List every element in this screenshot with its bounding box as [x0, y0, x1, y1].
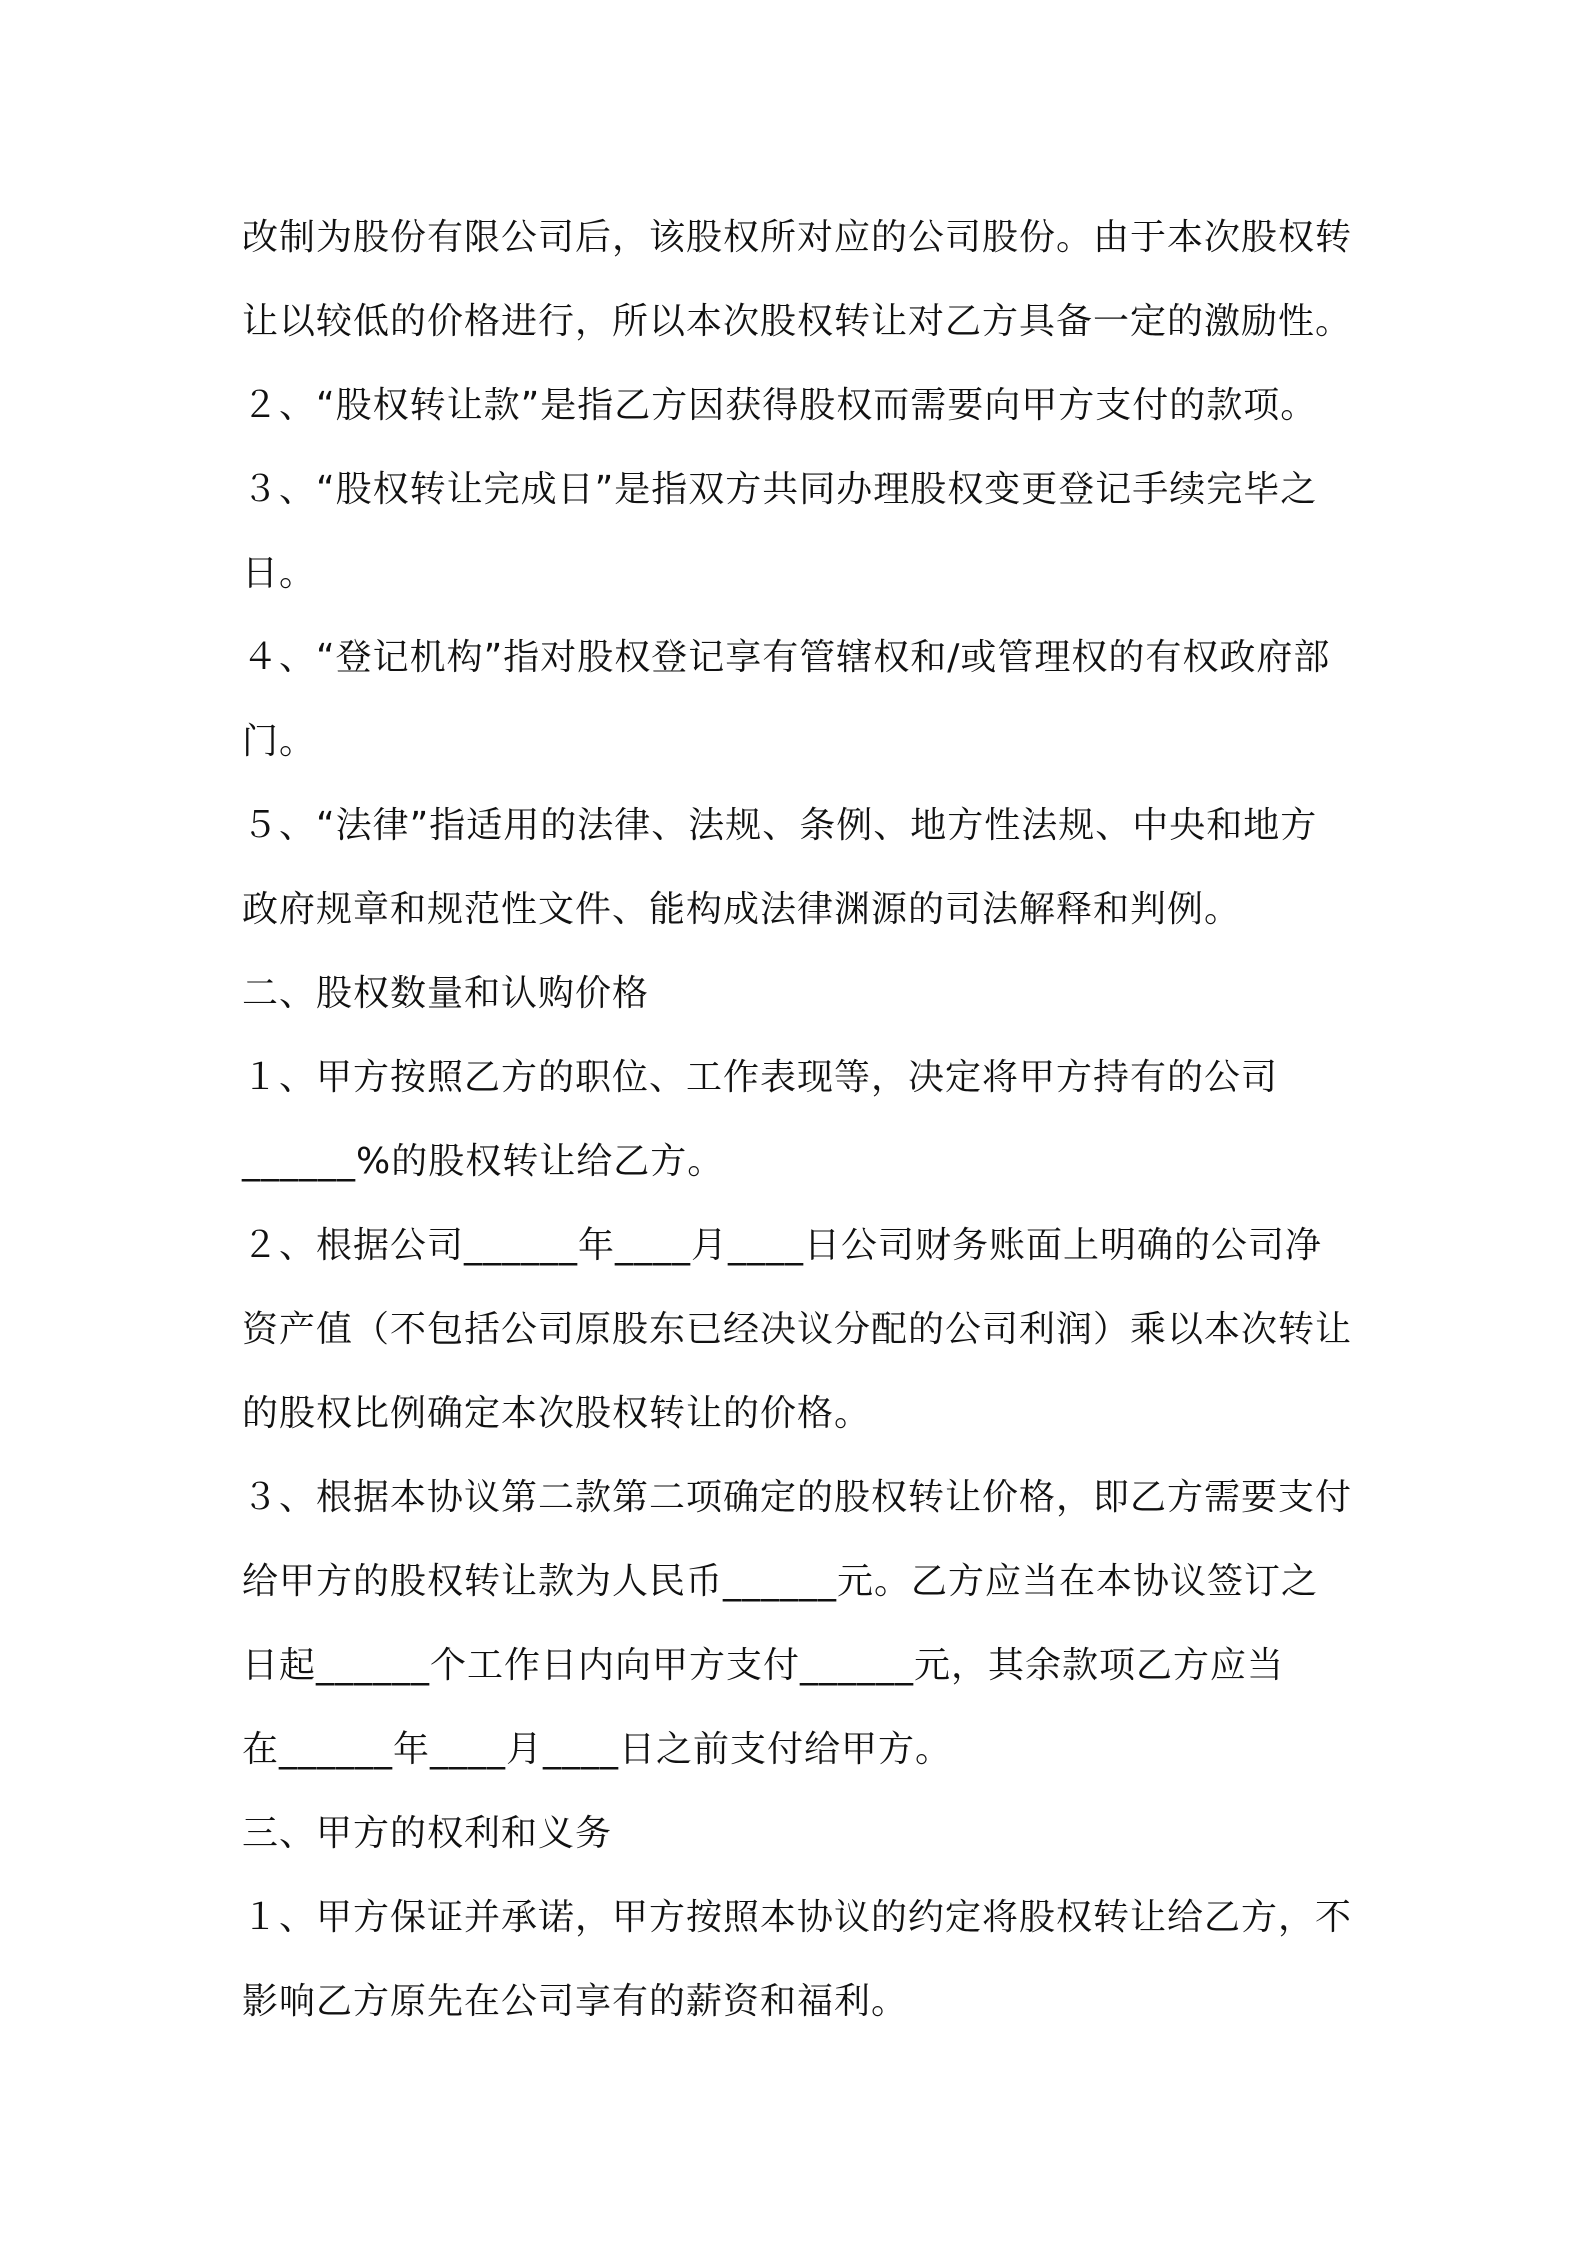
section-heading: 二、股权数量和认购价格 — [242, 973, 650, 1014]
text-line: ______%的股权转让给乙方。 — [242, 1141, 725, 1182]
text-line: 资产值（不包括公司原股东已经决议分配的公司利润）乘以本次转让 — [242, 1309, 1353, 1350]
text-line: 日起______个工作日内向甲方支付______元，其余款项乙方应当 — [242, 1645, 1285, 1686]
clause-5-line: ５、“法律”指适用的法律、法规、条例、地方性法规、中央和地方 — [242, 805, 1318, 846]
clause-1-line: １、甲方按照乙方的职位、工作表现等，决定将甲方持有的公司 — [242, 1057, 1279, 1098]
text-line: 政府规章和规范性文件、能构成法律渊源的司法解释和判例。 — [242, 889, 1242, 930]
clause-3-line: ３、根据本协议第二款第二项确定的股权转让价格，即乙方需要支付 — [242, 1477, 1353, 1518]
text-line: 在______年____月____日之前支付给甲方。 — [242, 1729, 953, 1770]
text-line: 给甲方的股权转让款为人民币______元。乙方应当在本协议签订之 — [242, 1561, 1319, 1602]
text-line: 影响乙方原先在公司享有的薪资和福利。 — [242, 1981, 909, 2022]
text-line: 日。 — [242, 553, 317, 594]
text-line: 门。 — [242, 721, 317, 762]
clause-2-line: ２、“股权转让款”是指乙方因获得股权而需要向甲方支付的款项。 — [242, 385, 1318, 426]
text-line: 的股权比例确定本次股权转让的价格。 — [242, 1393, 872, 1434]
text-line: 让以较低的价格进行，所以本次股权转让对乙方具备一定的激励性。 — [242, 301, 1353, 342]
clause-2-line: ２、根据公司______年____月____日公司财务账面上明确的公司净 — [242, 1225, 1323, 1266]
text-line: 改制为股份有限公司后，该股权所对应的公司股份。由于本次股权转 — [242, 217, 1353, 258]
document-body — [242, 196, 1364, 2044]
section-heading: 三、甲方的权利和义务 — [242, 1813, 613, 1854]
clause-3-line: ３、“股权转让完成日”是指双方共同办理股权变更登记手续完毕之 — [242, 469, 1318, 510]
clause-4-line: ４、“登记机构”指对股权登记享有管辖权和/或管理权的有权政府部 — [242, 637, 1331, 678]
clause-1-line: １、甲方保证并承诺，甲方按照本协议的约定将股权转让给乙方，不 — [242, 1897, 1353, 1938]
